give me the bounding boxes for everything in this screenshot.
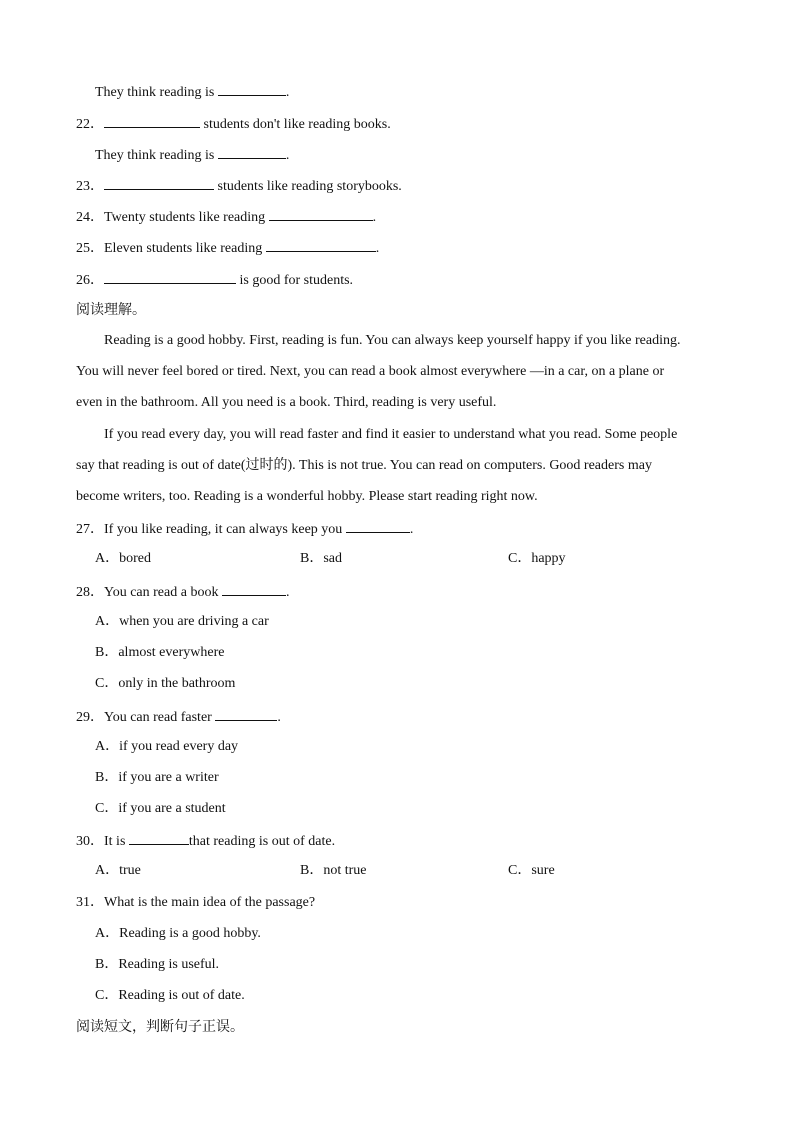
answer-blank[interactable]: [104, 176, 214, 190]
question-23: 23． students like reading storybooks.: [76, 176, 402, 196]
question-24: 24．Twenty students like reading .: [76, 207, 376, 227]
question-28: 28．You can read a book .: [76, 582, 289, 602]
reading-section-heading: 阅读理解。: [76, 302, 146, 318]
question-27: 27．If you like reading, it can always keep you .: [76, 519, 413, 539]
passage-line: become writers, too. Reading is a wonderful hobby. Please start reading right now.: [76, 489, 538, 504]
option-b[interactable]: B．almost everywhere: [95, 645, 225, 660]
question-31: 31．What is the main idea of the passage?: [76, 895, 316, 910]
q22-think-line: They think reading is .: [95, 145, 289, 165]
answer-blank[interactable]: [215, 707, 277, 721]
option-c[interactable]: C．only in the bathroom: [95, 676, 236, 691]
answer-blank[interactable]: [346, 519, 410, 533]
answer-blank[interactable]: [218, 145, 286, 159]
option-b[interactable]: B．if you are a writer: [95, 770, 219, 785]
option-c[interactable]: C．Reading is out of date.: [95, 988, 245, 1003]
option-b[interactable]: B．not true: [300, 863, 367, 878]
option-a[interactable]: A．Reading is a good hobby.: [95, 926, 261, 941]
passage-line: If you read every day, you will read faster and find it easier to understand what you read. Some people: [104, 427, 678, 442]
passage-line: You will never feel bored or tired. Next, you can read a book almost everywhere —in a car, on a plane or: [76, 364, 665, 379]
answer-blank[interactable]: [222, 582, 286, 596]
answer-blank[interactable]: [104, 270, 236, 284]
passage-line: say that reading is out of date(过时的). This is not true. You can read on computers. Good readers may: [76, 458, 652, 473]
answer-blank[interactable]: [104, 114, 200, 128]
option-a[interactable]: A．when you are driving a car: [95, 614, 269, 629]
question-25: 25．Eleven students like reading .: [76, 238, 379, 258]
option-b[interactable]: B．sad: [300, 551, 342, 566]
answer-blank[interactable]: [269, 207, 373, 221]
question-22: 22． students don't like reading books.: [76, 114, 391, 134]
passage-line: Reading is a good hobby. First, reading is fun. You can always keep yourself happy if you like reading.: [104, 333, 681, 348]
option-c[interactable]: C．sure: [508, 863, 555, 878]
true-false-section-heading: 阅读短文，判断句子正误。: [76, 1019, 244, 1035]
answer-blank[interactable]: [266, 238, 376, 252]
passage-line: even in the bathroom. All you need is a book. Third, reading is very useful.: [76, 395, 497, 410]
answer-blank[interactable]: [129, 831, 189, 845]
option-c[interactable]: C．if you are a student: [95, 801, 226, 816]
option-c[interactable]: C．happy: [508, 551, 566, 566]
option-a[interactable]: A．true: [95, 863, 141, 878]
answer-blank[interactable]: [218, 82, 286, 96]
option-b[interactable]: B．Reading is useful.: [95, 957, 220, 972]
option-a[interactable]: A．bored: [95, 551, 151, 566]
question-26: 26． is good for students.: [76, 270, 353, 290]
q21-think-line: They think reading is .: [95, 82, 289, 102]
option-a[interactable]: A．if you read every day: [95, 739, 239, 754]
question-30: 30．It is that reading is out of date.: [76, 831, 335, 851]
question-29: 29．You can read faster .: [76, 707, 281, 727]
